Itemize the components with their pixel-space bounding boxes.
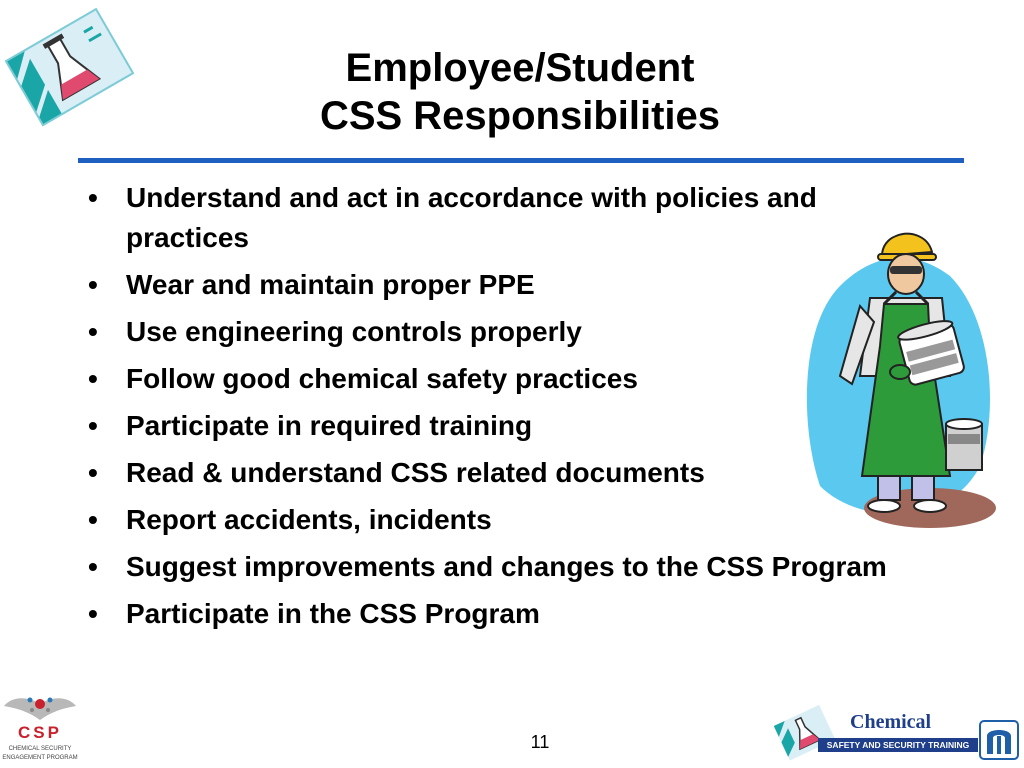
chemical-training-logo	[774, 702, 978, 762]
bullet-icon: •	[88, 504, 98, 535]
bullet-icon: •	[88, 363, 98, 394]
bullet-icon: •	[88, 551, 98, 582]
title-divider	[78, 158, 964, 163]
bullet-icon: •	[88, 457, 98, 488]
list-item-text: Participate in required training	[126, 410, 533, 441]
title-line-1: Employee/Student	[345, 46, 695, 90]
chem-logo-word: Chemical	[850, 711, 932, 733]
page-number: 11	[530, 732, 550, 752]
bullet-icon: •	[88, 598, 98, 629]
slide-title	[160, 44, 880, 140]
csp-line1: CHEMICAL SECURITY	[8, 746, 72, 752]
list-item-text: Read & understand CSS related documents	[126, 457, 705, 488]
bullet-icon: •	[88, 410, 98, 441]
sandia-logo-icon	[979, 720, 1019, 760]
list-item-text: Use engineering controls properly	[126, 316, 582, 347]
csp-line2: ENGAGEMENT PROGRAM	[2, 755, 78, 761]
chem-logo-tagline: SAFETY AND SECURITY TRAINING	[826, 740, 970, 750]
molecule-icon	[35, 699, 45, 709]
list-item-text: Suggest improvements and changes to the CSS Program	[126, 551, 887, 582]
list-item-text: Follow good chemical safety practices	[126, 363, 638, 394]
chemical-flask-logo-icon	[0, 0, 140, 135]
list-item-text: Report accidents, incidents	[126, 504, 492, 535]
csp-letters: CSP	[18, 723, 62, 742]
list-item-text: Wear and maintain proper PPE	[126, 269, 535, 300]
list-item-text: Participate in the CSS Program	[126, 598, 540, 629]
list-item-text: Understand and act in accordance with policies and practices	[126, 182, 817, 253]
bullet-icon: •	[88, 182, 98, 213]
flask-icon	[774, 705, 835, 761]
worker-illustration-icon	[800, 226, 1000, 536]
bullet-icon: •	[88, 316, 98, 347]
csp-logo	[0, 688, 80, 768]
title-line-2: CSS Responsibilities	[319, 94, 721, 138]
list-item	[82, 547, 942, 587]
list-item	[82, 594, 942, 634]
bullet-icon: •	[88, 269, 98, 300]
